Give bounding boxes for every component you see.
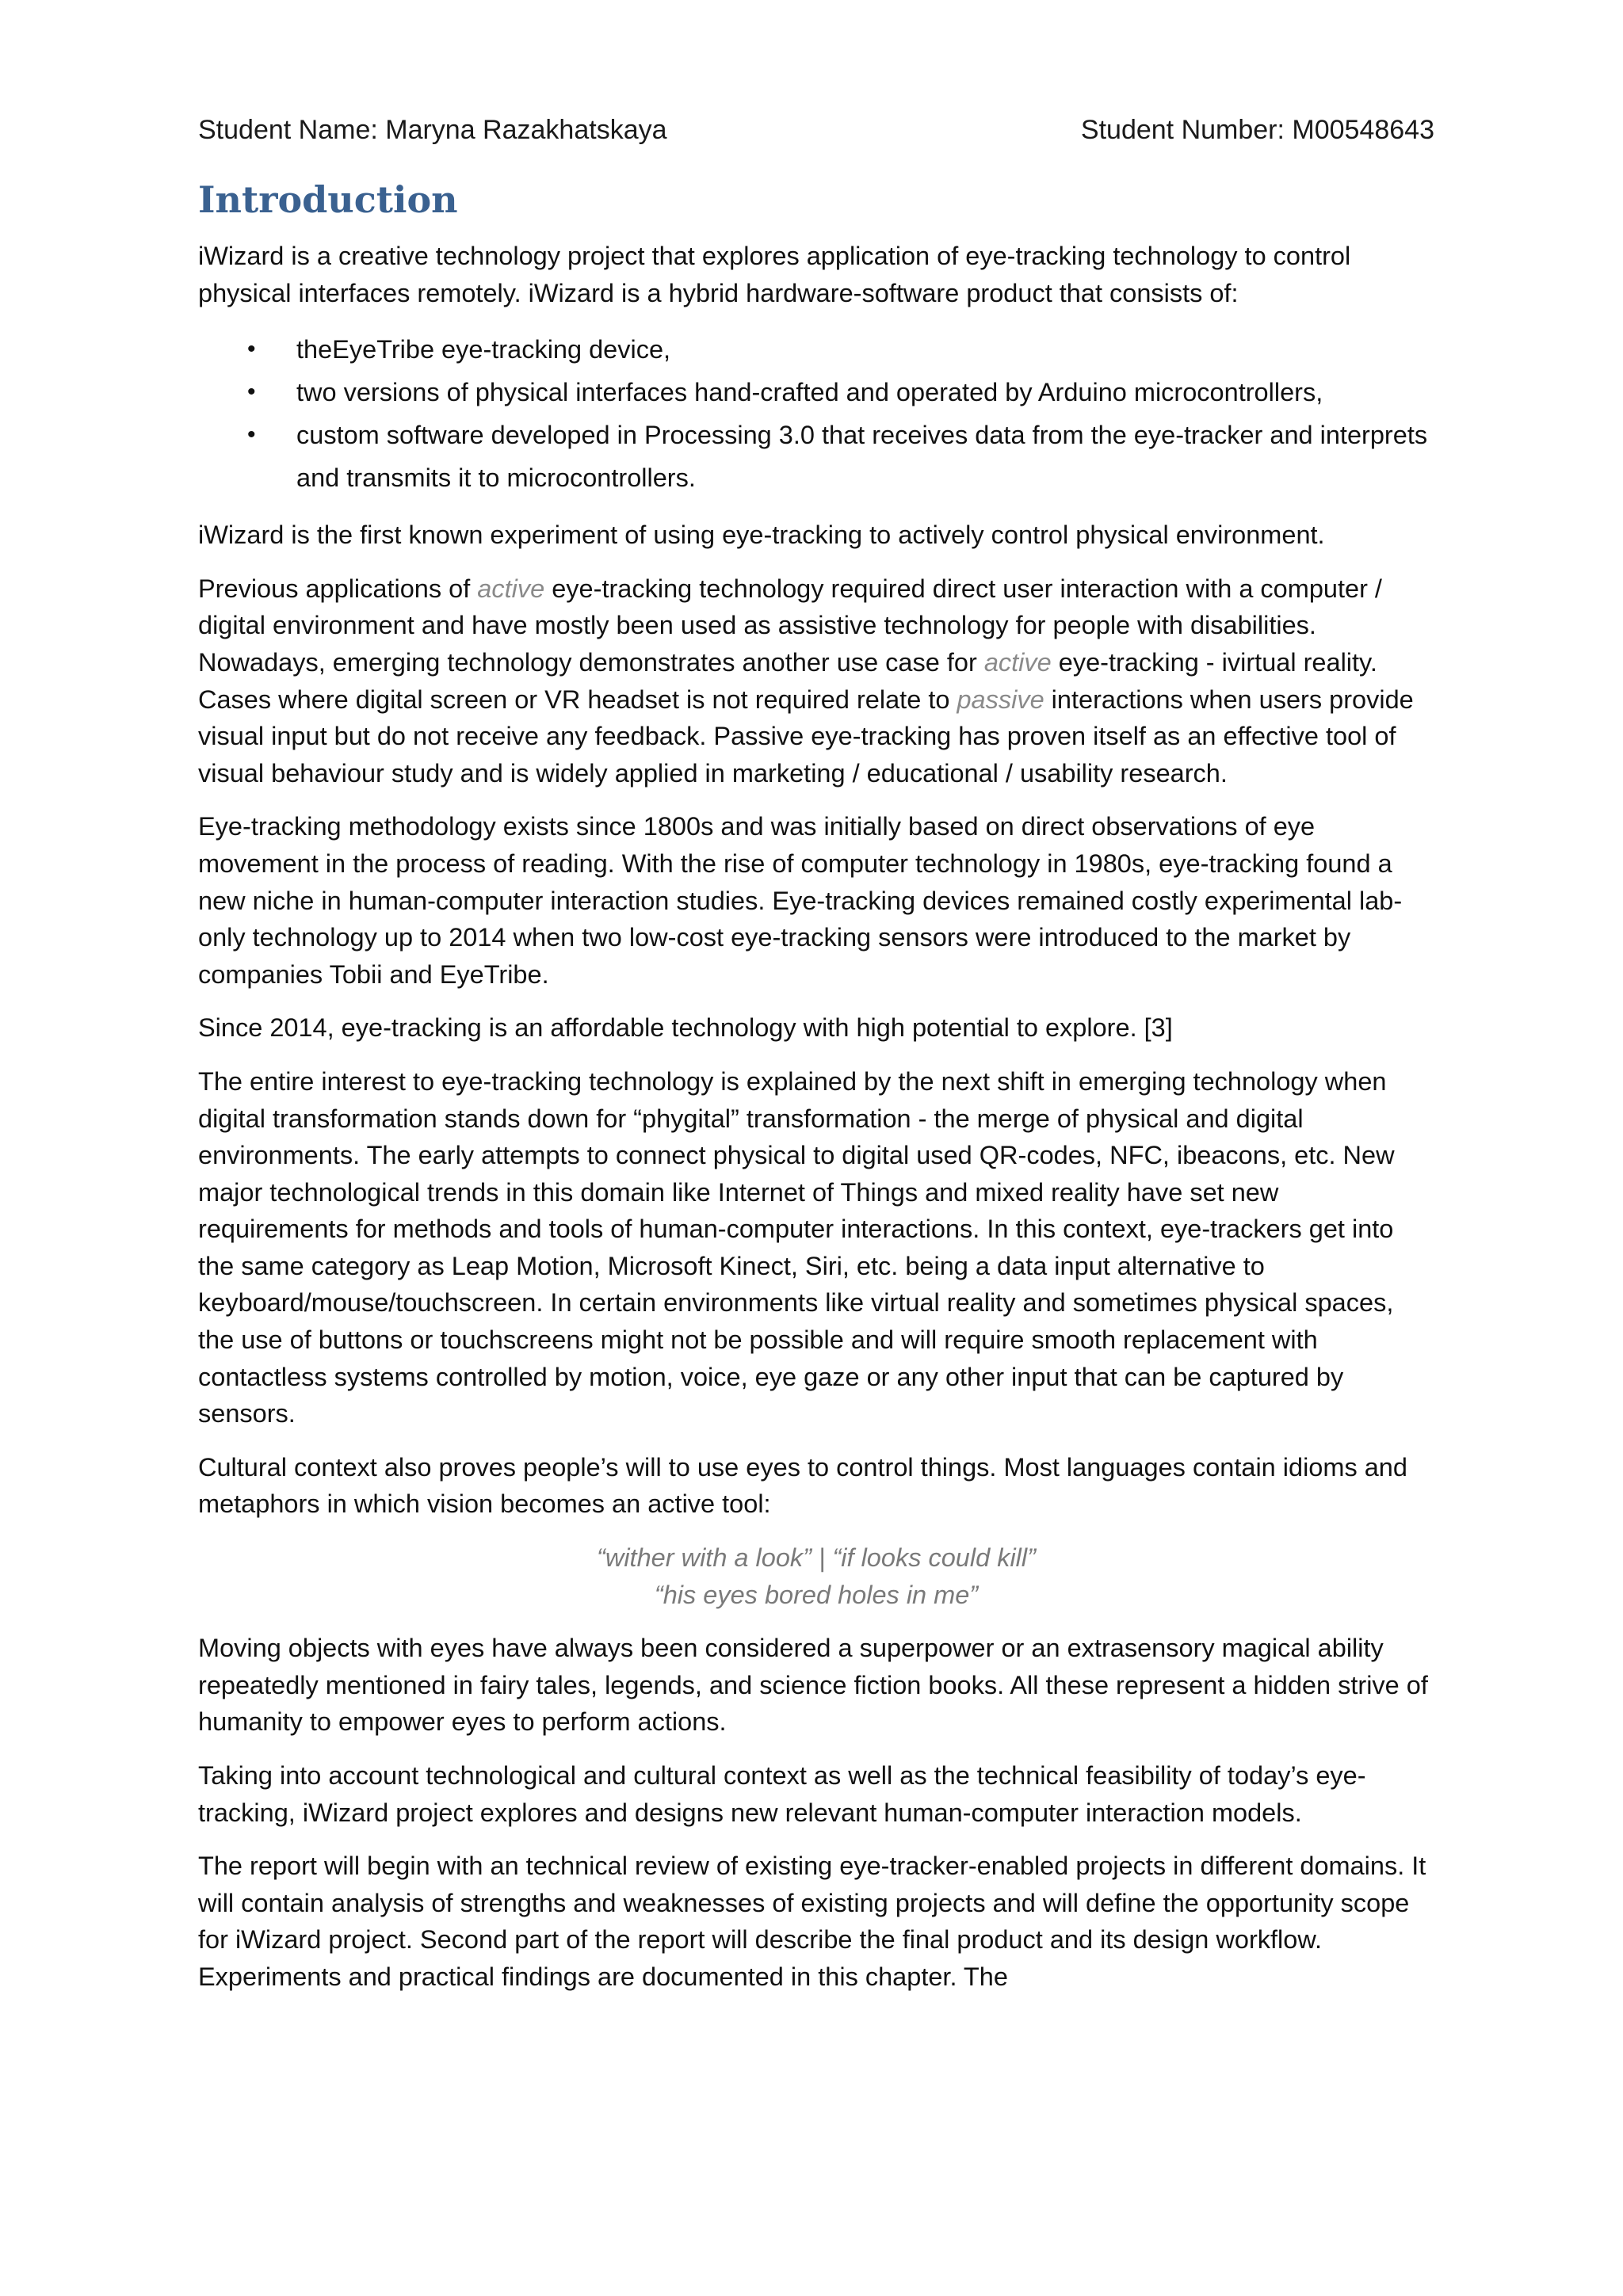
page-header [198, 111, 1434, 149]
emphasis-passive: passive [957, 685, 1044, 714]
bullet-icon: • [247, 421, 256, 448]
emphasis-active: active [477, 574, 545, 603]
first-known-paragraph: iWizard is the first known experiment of using eye-tracking to actively control physical environment. [198, 521, 1325, 550]
list-item: • two versions of physical interfaces hand-crafted and operated by Arduino microcontrollers, [198, 371, 1434, 414]
component-list [198, 328, 1434, 499]
bullet-icon: • [247, 379, 256, 406]
idiom-quotes [198, 1539, 1434, 1613]
cultural-paragraph: Cultural context also proves people’s will to use eyes to control things. Most languages contain idioms and metaphors in which vision becomes an active tool: [198, 1452, 1407, 1519]
moving-objects-paragraph: Moving objects with eyes have always been considered a superpower or an extrasensory magical ability repeatedly mentioned in fairy tales, legends, and science fiction books. All these represent a hidden strive of humanity to empower eyes to perform actions. [198, 1634, 1428, 1737]
quote-line: “wither with a look” | “if looks could kill” [597, 1543, 1036, 1573]
student-name: Student Name: Maryna Razakhatskaya [198, 115, 667, 145]
previous-applications-paragraph: Previous applications of active eye-tracking technology required direct user interaction with a computer / digital environment and have mostly been used as assistive technology for people with disabilities. Nowadays, emerging technology demonstrates another use case for active eye-tracking - ivirtual reality. Cases where digital screen or VR headset is not required relate to passive interactions when users provide visual input but do not receive any feedback. Passive eye-tracking has proven itself as an effective tool of visual behaviour study and is widely applied in marketing / educational / usability research. [198, 574, 1414, 788]
methodology-paragraph: Eye-tracking methodology exists since 1800s and was initially based on direct observations of eye movement in the process of reading. With the rise of computer technology in 1980s, eye-tracking found a new niche in human-computer interaction studies. Eye-tracking devices remained costly experimental lab-only technology up to 2014 when two low-cost eye-tracking sensors were introduced to the market by companies Tobii and EyeTribe. [198, 812, 1403, 989]
since-2014-paragraph: Since 2014, eye-tracking is an affordable technology with high potential to explore. [3] [198, 1013, 1173, 1043]
bullet-icon: • [247, 336, 256, 363]
quote-line: “his eyes bored holes in me” [654, 1580, 979, 1609]
list-item: • custom software developed in Processing 3.0 that receives data from the eye-tracker and interprets and transmits it to microcontrollers. [198, 414, 1434, 499]
list-item: • theEyeTribe eye-tracking device, [198, 328, 1434, 371]
student-number: Student Number: M00548643 [1080, 115, 1434, 145]
interest-paragraph: The entire interest to eye-tracking technology is explained by the next shift in emerging technology when digital transformation stands down for “phygital” transformation - the merge of physical and digital environments. The early attempts to connect physical to digital used QR-codes, NFC, ibeacons, etc. New major technological trends in this domain like Internet of Things and mixed reality have set new requirements for methods and tools of human-computer interactions. In this context, eye-trackers get into the same category as Leap Motion, Microsoft Kinect, Siri, etc. being a data input alternative to keyboard/mouse/touchscreen. In certain environments like virtual reality and sometimes physical spaces, the use of buttons or touchscreens might not be possible and will require smooth replacement with contactless systems controlled by motion, voice, eye gaze or any other input that can be captured by sensors. [198, 1066, 1395, 1428]
intro-paragraph: iWizard is a creative technology project that explores application of eye-tracking technology to control physical interfaces remotely. iWizard is a hybrid hardware-software product that consists of: [198, 242, 1351, 307]
document-page [198, 111, 1434, 2012]
emphasis-active: active [983, 647, 1052, 677]
taking-account-paragraph: Taking into account technological and cultural context as well as the technical feasibility of today’s eye-tracking, iWizard project explores and designs new relevant human-computer interaction models. [198, 1761, 1366, 1827]
section-title: Introduction [198, 178, 458, 221]
report-overview-paragraph: The report will begin with an technical review of existing eye-tracker-enabled projects in different domains. It will contain analysis of strengths and weaknesses of existing projects and will define the opportunity scope for iWizard project. Second part of the report will describe the final product and its design workflow. Experiments and practical findings are documented in this chapter. The [198, 1852, 1426, 1991]
